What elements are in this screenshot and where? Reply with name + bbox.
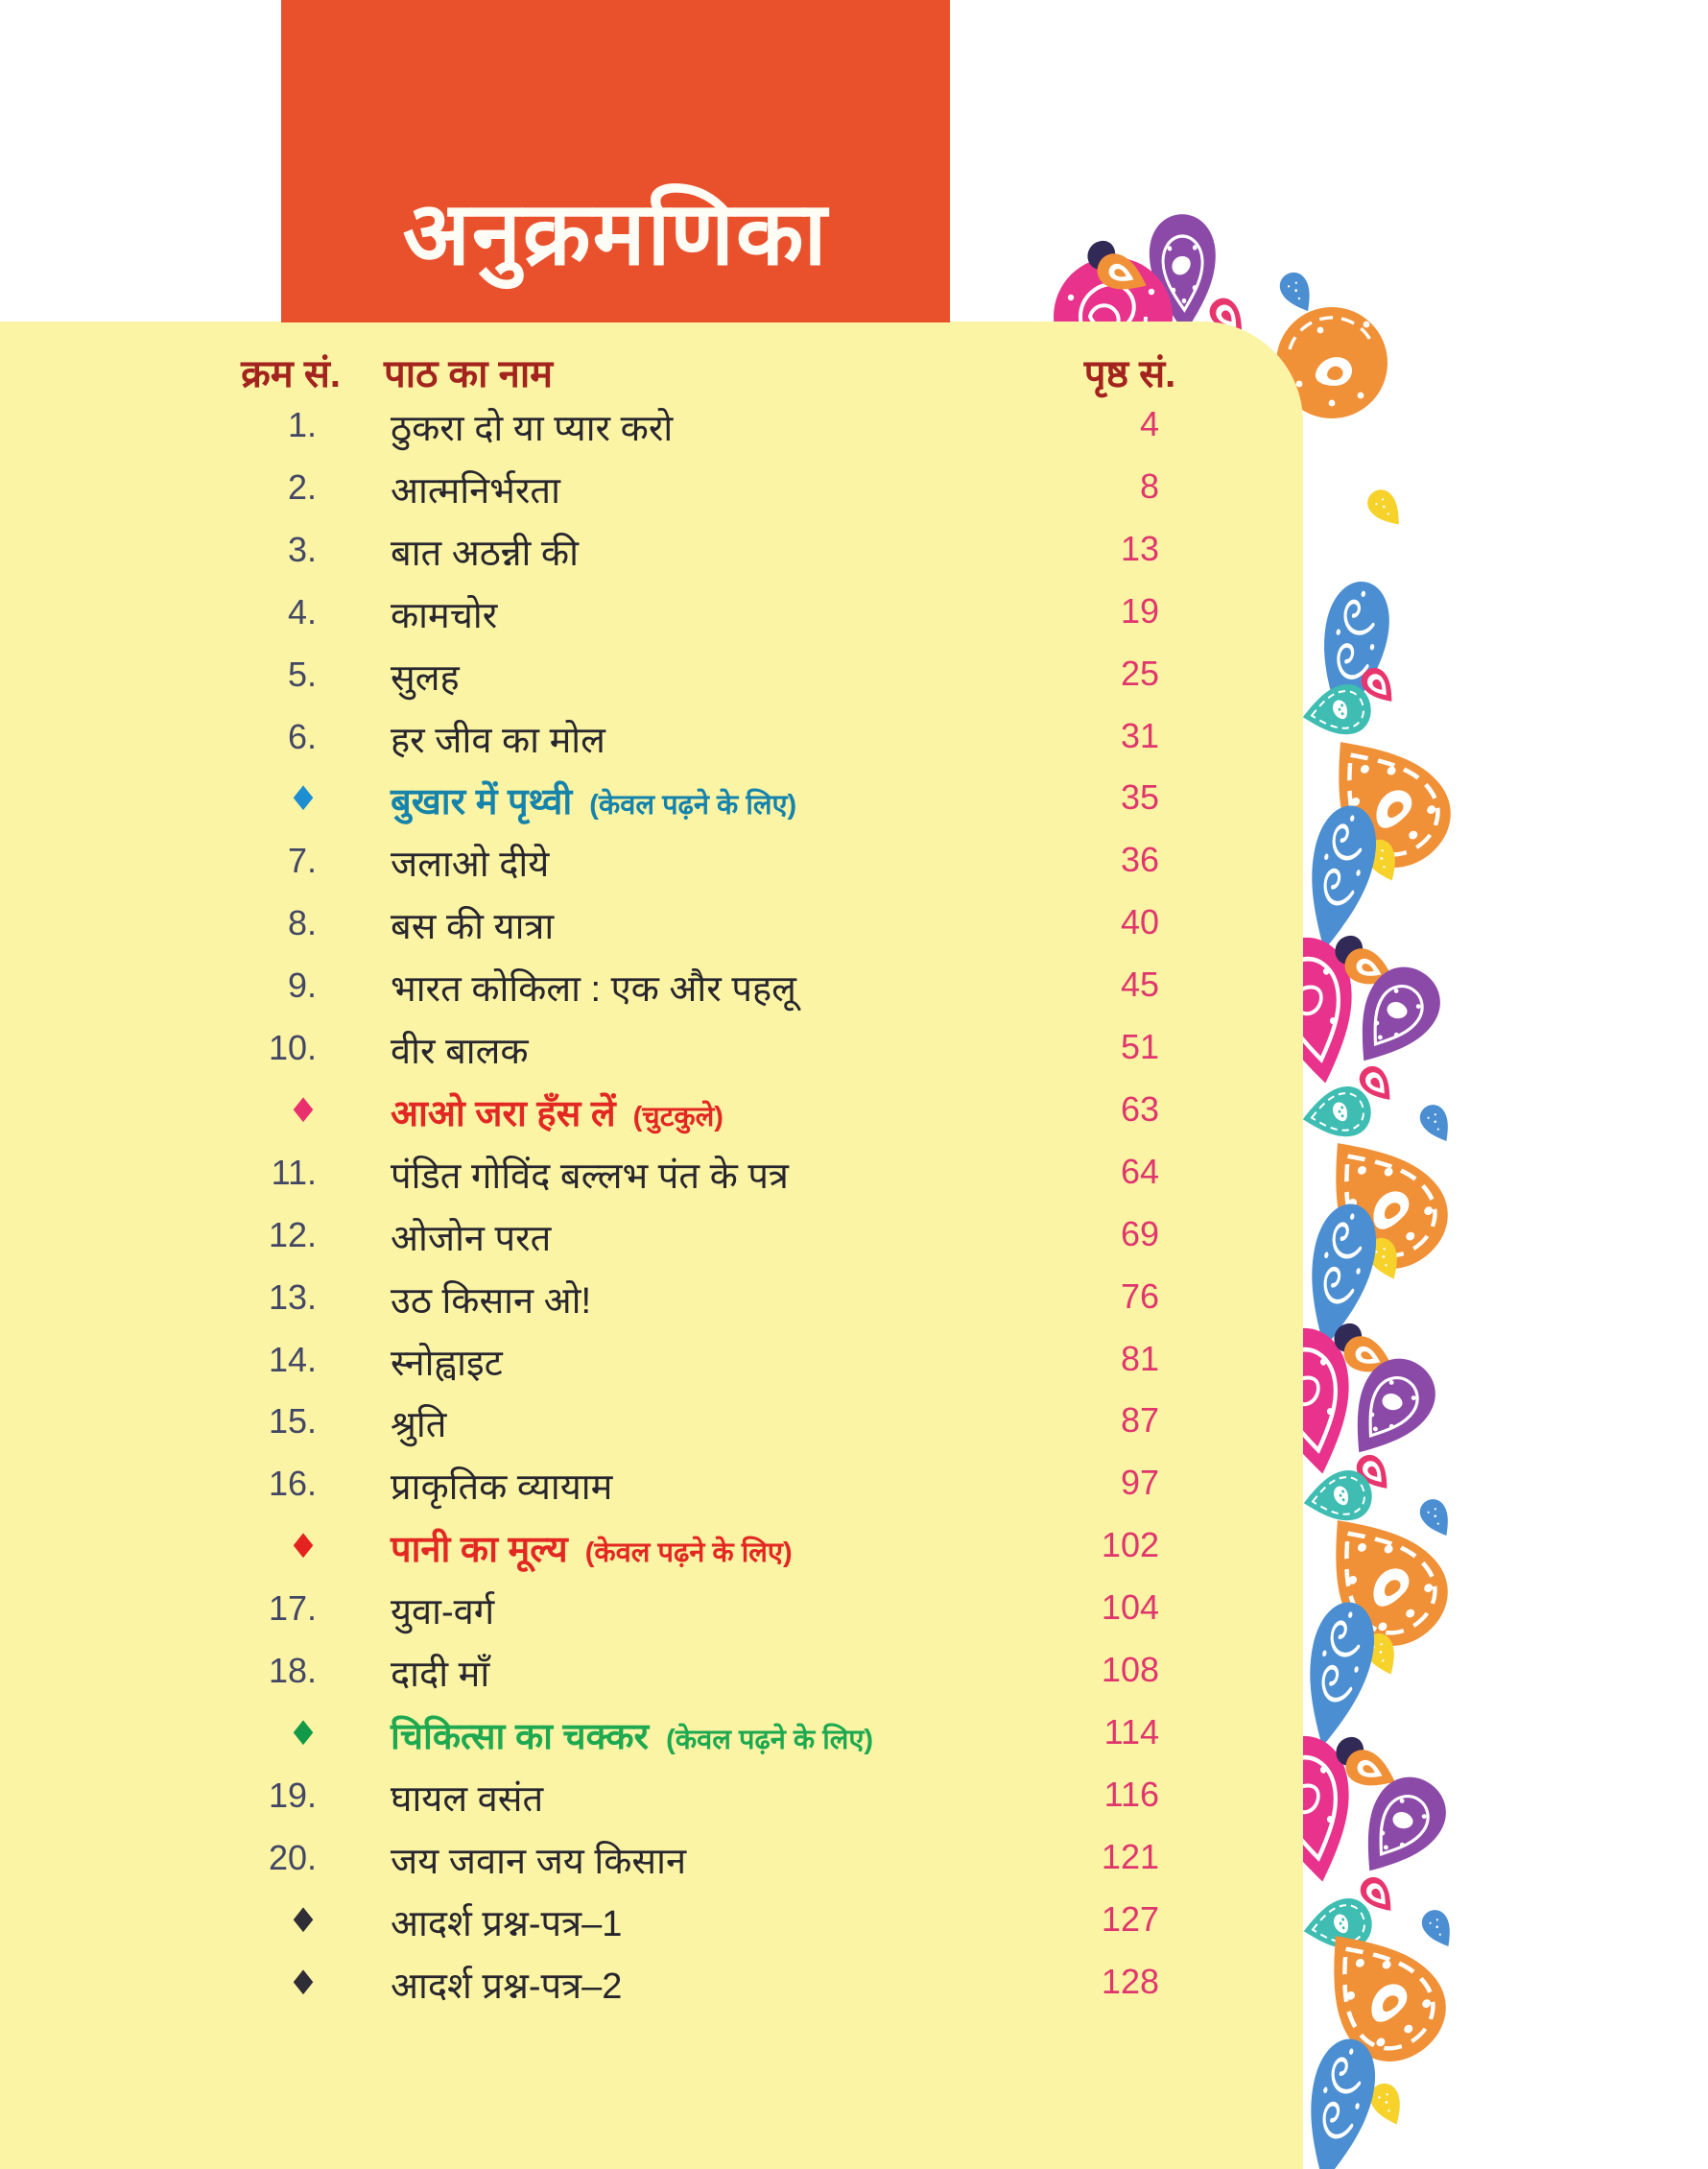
- row-page: 36: [1120, 840, 1159, 879]
- row-page: 31: [1120, 716, 1159, 755]
- row-name: बुखार में पृथ्वी (केवल पढ़ने के लिए): [391, 782, 797, 822]
- row-name: सुलह: [391, 658, 460, 699]
- row-serial: 13.: [268, 1277, 317, 1317]
- row-serial: 11.: [271, 1153, 317, 1192]
- row-serial: 7.: [287, 841, 317, 880]
- row-page: 108: [1101, 1650, 1159, 1689]
- table-row: [0, 1025, 1247, 1079]
- header-name: पाठ का नाम: [384, 353, 554, 395]
- table-row: [0, 1523, 1247, 1577]
- table-row: [0, 1337, 1247, 1391]
- row-serial: 8.: [287, 903, 317, 942]
- row-page: 102: [1101, 1525, 1159, 1564]
- row-page: 64: [1120, 1152, 1159, 1191]
- row-page: 35: [1120, 777, 1159, 817]
- row-note: (केवल पढ़ने के लिए): [658, 1725, 874, 1755]
- row-serial: 18.: [268, 1651, 317, 1690]
- row-name: स्नोह्वाइट: [391, 1344, 503, 1384]
- row-serial: 6.: [287, 717, 317, 756]
- table-row: [0, 1897, 1247, 1951]
- row-page: 8: [1139, 466, 1159, 506]
- diamond-icon: ◆: [293, 1525, 314, 1561]
- row-page: 40: [1120, 902, 1159, 941]
- row-page: 25: [1120, 654, 1159, 693]
- table-row: [0, 1275, 1247, 1328]
- row-serial: 14.: [268, 1340, 317, 1379]
- diamond-icon: ◆: [293, 1712, 314, 1749]
- row-page: 121: [1101, 1837, 1159, 1876]
- row-page: 69: [1120, 1214, 1159, 1253]
- row-name: हर जीव का मोल: [391, 721, 605, 761]
- row-serial: 19.: [268, 1776, 317, 1815]
- diamond-icon: ◆: [293, 1089, 314, 1126]
- diamond-icon: ◆: [293, 1962, 314, 1998]
- row-page: 87: [1120, 1400, 1159, 1440]
- row-page: 116: [1103, 1775, 1159, 1814]
- row-name: उठ किसान ओ!: [391, 1281, 592, 1322]
- row-name: आदर्श प्रश्न-पत्र–1: [391, 1904, 623, 1944]
- row-name: जलाओ दीये: [391, 845, 550, 885]
- row-name: पानी का मूल्य (केवल पढ़ने के लिए): [391, 1530, 793, 1570]
- row-serial: 3.: [287, 530, 317, 569]
- row-page: 81: [1120, 1339, 1159, 1378]
- row-serial: 17.: [268, 1588, 317, 1628]
- row-note: (केवल पढ़ने के लिए): [581, 790, 797, 821]
- row-name: बस की यात्रा: [391, 907, 555, 947]
- diamond-icon: ◆: [293, 1899, 314, 1936]
- row-serial: 4.: [287, 592, 317, 632]
- table-row: [0, 402, 1247, 456]
- page-title: अनुक्रमणिका: [402, 185, 829, 283]
- row-page: 13: [1120, 529, 1159, 568]
- row-name: आत्मनिर्भरता: [391, 471, 560, 512]
- table-row: [0, 1710, 1247, 1764]
- row-name: पंडित गोविंद बल्लभ पंत के पत्र: [391, 1156, 789, 1197]
- row-serial: 1.: [287, 405, 317, 444]
- table-row: [0, 1461, 1247, 1514]
- table-row: [0, 775, 1247, 829]
- row-name: वीर बालक: [391, 1032, 529, 1072]
- table-row: [0, 1585, 1247, 1639]
- row-page: 127: [1101, 1899, 1159, 1939]
- row-note: (चुटकुले): [625, 1102, 724, 1132]
- row-name: बात अठन्नी की: [391, 534, 579, 574]
- row-serial: 20.: [268, 1838, 317, 1877]
- table-row: [0, 838, 1247, 892]
- row-page: 45: [1120, 965, 1159, 1004]
- row-page: 104: [1101, 1587, 1159, 1627]
- table-row: [0, 1212, 1247, 1266]
- header-serial: क्रम सं.: [241, 353, 341, 395]
- table-row: [0, 714, 1247, 768]
- row-serial: 12.: [268, 1215, 317, 1254]
- row-serial: 5.: [287, 655, 317, 694]
- row-name: जय जवान जय किसान: [391, 1842, 687, 1882]
- row-page: 63: [1120, 1089, 1159, 1129]
- row-name: घायल वसंत: [391, 1779, 544, 1820]
- table-row: [0, 1648, 1247, 1702]
- table-row: [0, 465, 1247, 518]
- row-page: 128: [1101, 1962, 1159, 2001]
- table-row: [0, 1960, 1247, 2014]
- row-name: ठुकरा दो या प्यार करो: [391, 409, 674, 449]
- table-row: [0, 527, 1247, 581]
- row-serial: 10.: [268, 1028, 317, 1067]
- row-page: 114: [1103, 1712, 1159, 1752]
- row-name: आओ जरा हँस लें (चुटकुले): [391, 1094, 724, 1134]
- table-row: [0, 1835, 1247, 1889]
- diamond-icon: ◆: [293, 777, 314, 814]
- table-row: [0, 900, 1247, 954]
- row-page: 97: [1120, 1463, 1159, 1502]
- row-page: 51: [1120, 1027, 1159, 1066]
- row-name: भारत कोकिला : एक और पहलू: [391, 969, 796, 1010]
- table-row: [0, 1773, 1247, 1826]
- row-name: युवा-वर्ग: [391, 1592, 495, 1633]
- table-row: [0, 652, 1247, 705]
- row-serial: 2.: [287, 467, 317, 507]
- table-row: [0, 589, 1247, 643]
- row-note: (केवल पढ़ने के लिए): [577, 1537, 793, 1568]
- row-name: प्राकृतिक व्यायाम: [391, 1467, 613, 1508]
- row-serial: 15.: [268, 1401, 317, 1441]
- table-row: [0, 963, 1247, 1016]
- table-row: [0, 1150, 1247, 1204]
- header-page: पृष्ठ सं.: [1083, 353, 1176, 395]
- row-name: ओजोन परत: [391, 1219, 552, 1259]
- table-row: [0, 1087, 1247, 1141]
- row-name: चिकित्सा का चक्कर (केवल पढ़ने के लिए): [391, 1717, 874, 1757]
- row-name: आदर्श प्रश्न-पत्र–2: [391, 1966, 623, 2007]
- table-row: [0, 1398, 1247, 1452]
- row-page: 19: [1120, 591, 1159, 631]
- row-page: 4: [1139, 404, 1159, 443]
- row-name: श्रुति: [391, 1405, 447, 1445]
- row-serial: 9.: [287, 965, 317, 1005]
- row-page: 76: [1120, 1276, 1159, 1316]
- row-name: कामचोर: [391, 596, 498, 636]
- row-serial: 16.: [268, 1464, 317, 1503]
- row-name: दादी माँ: [391, 1655, 490, 1695]
